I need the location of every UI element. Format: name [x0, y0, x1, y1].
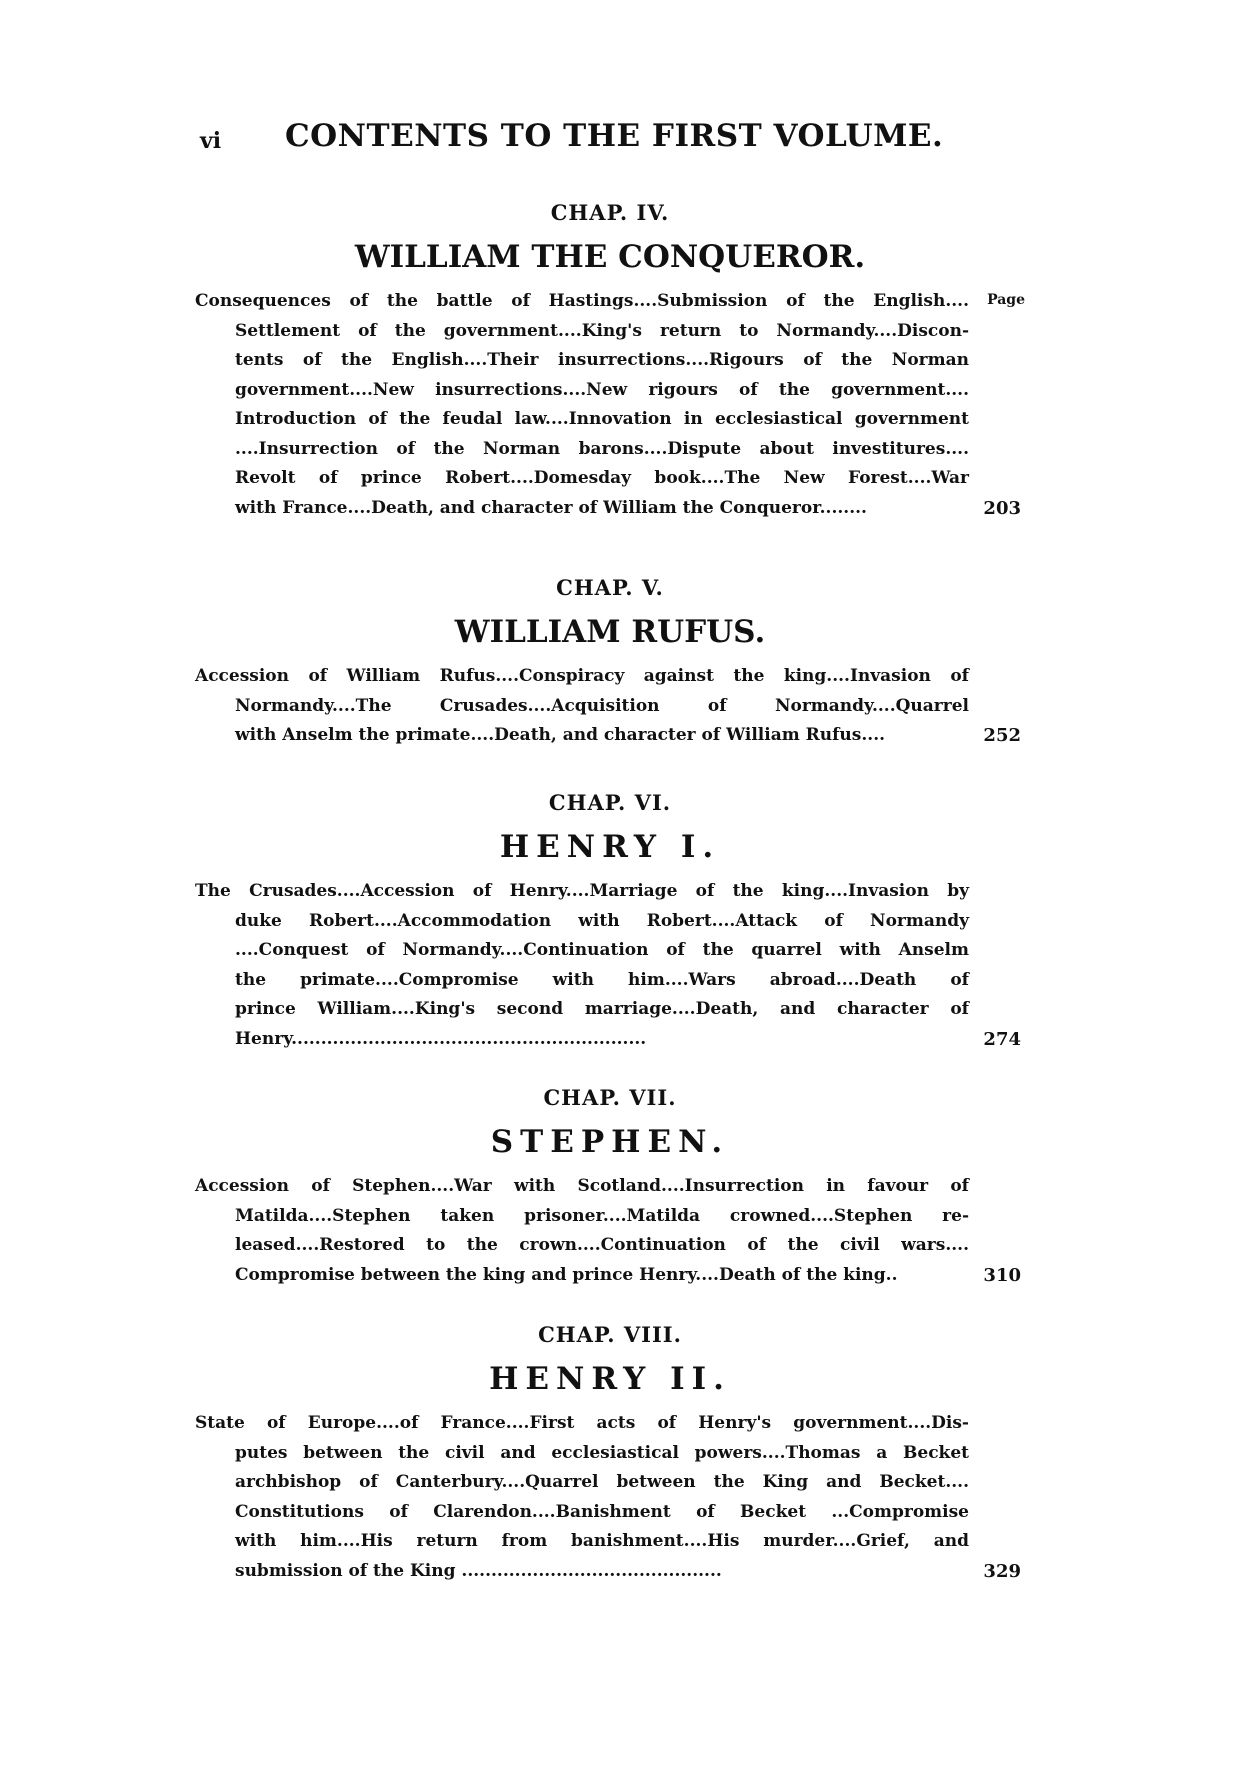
reign-title: WILLIAM RUFUS. — [454, 614, 766, 650]
chapter-6 — [195, 790, 1025, 1054]
chapter-label: CHAP. IV. — [550, 200, 670, 225]
summary-line: Accession of William Rufus....Conspiracy against the king....Invasion of — [195, 666, 969, 686]
summary-line: duke Robert....Accommodation with Robert....Attack of Normandy — [235, 910, 969, 931]
page-number: 203 — [983, 497, 1021, 519]
reign-title: HENRY II. — [489, 1361, 731, 1397]
reign-title: HENRY I. — [499, 829, 721, 865]
summary-line: putes between the civil and ecclesiastical powers....Thomas a Becket — [235, 1442, 969, 1463]
folio-number: vi — [200, 128, 222, 154]
chapter-summary — [195, 662, 1025, 751]
summary-line: the primate....Compromise with him....Wars abroad....Death of — [235, 969, 969, 990]
summary-line: State of Europe....of France....First acts of Henry's government....Dis- — [195, 1413, 969, 1433]
summary-line: Constitutions of Clarendon....Banishment of Becket ...Compromise — [235, 1501, 969, 1522]
chapter-label: CHAP. VII. — [543, 1085, 677, 1110]
summary-line: with France....Death, and character of William the Conqueror........ — [235, 497, 867, 518]
page-header — [200, 118, 970, 168]
chapter-4 — [195, 200, 1025, 523]
summary-line: submission of the King ............................................ — [235, 1560, 722, 1581]
summary-line: with him....His return from banishment....His murder....Grief, and — [235, 1531, 969, 1551]
page-column-label: Page — [987, 292, 1025, 308]
summary-line: prince William....King's second marriage....Death, and character of — [235, 999, 969, 1019]
chapter-summary — [195, 1409, 1025, 1586]
running-title: CONTENTS TO THE FIRST VOLUME. — [285, 118, 944, 154]
chapter-label: CHAP. VI. — [548, 790, 672, 815]
chapter-summary — [195, 1172, 1025, 1290]
summary-line: Henry............................................................ — [235, 1028, 647, 1049]
chapter-summary — [195, 287, 1025, 523]
summary-line: Normandy....The Crusades....Acquisition of Normandy....Quarrel — [235, 695, 969, 716]
summary-line: Revolt of prince Robert....Domesday book....The New Forest....War — [235, 468, 969, 488]
summary-line: government....New insurrections....New rigours of the government.... — [235, 379, 969, 400]
page-number: 274 — [983, 1028, 1021, 1050]
reign-title: STEPHEN. — [490, 1124, 730, 1160]
reign-title: WILLIAM THE CONQUEROR. — [354, 239, 866, 275]
chapter-8 — [195, 1322, 1025, 1586]
summary-line: The Crusades....Accession of Henry....Marriage of the king....Invasion by — [195, 881, 969, 901]
page-number: 310 — [983, 1264, 1021, 1286]
summary-line: Introduction of the feudal law....Innovation in ecclesiastical government — [235, 409, 969, 429]
summary-line: Matilda....Stephen taken prisoner....Matilda crowned....Stephen re- — [235, 1205, 969, 1226]
summary-line: Accession of Stephen....War with Scotland....Insurrection in favour of — [195, 1176, 969, 1196]
page-number: 329 — [983, 1560, 1021, 1582]
summary-line: with Anselm the primate....Death, and character of William Rufus.... — [235, 725, 886, 745]
summary-line: tents of the English....Their insurrections....Rigours of the Norman — [235, 350, 969, 370]
page-number: 252 — [983, 725, 1021, 746]
summary-line: Compromise between the king and prince Henry....Death of the king.. — [235, 1264, 898, 1285]
chapter-label: CHAP. VIII. — [538, 1322, 682, 1347]
chapter-5 — [195, 575, 1025, 751]
summary-line: ....Conquest of Normandy....Continuation of the quarrel with Anselm — [235, 940, 969, 960]
chapter-7 — [195, 1085, 1025, 1290]
summary-line: Settlement of the government....King's return to Normandy....Discon- — [235, 320, 969, 341]
summary-line: archbishop of Canterbury....Quarrel between the King and Becket.... — [235, 1472, 969, 1492]
summary-line: Consequences of the battle of Hastings....Submission of the English.... — [195, 291, 969, 311]
summary-line: ....Insurrection of the Norman barons....Dispute about investitures.... — [235, 438, 969, 459]
chapter-summary — [195, 877, 1025, 1054]
summary-line: leased....Restored to the crown....Continuation of the civil wars.... — [235, 1235, 969, 1255]
chapter-label: CHAP. V. — [556, 575, 664, 600]
